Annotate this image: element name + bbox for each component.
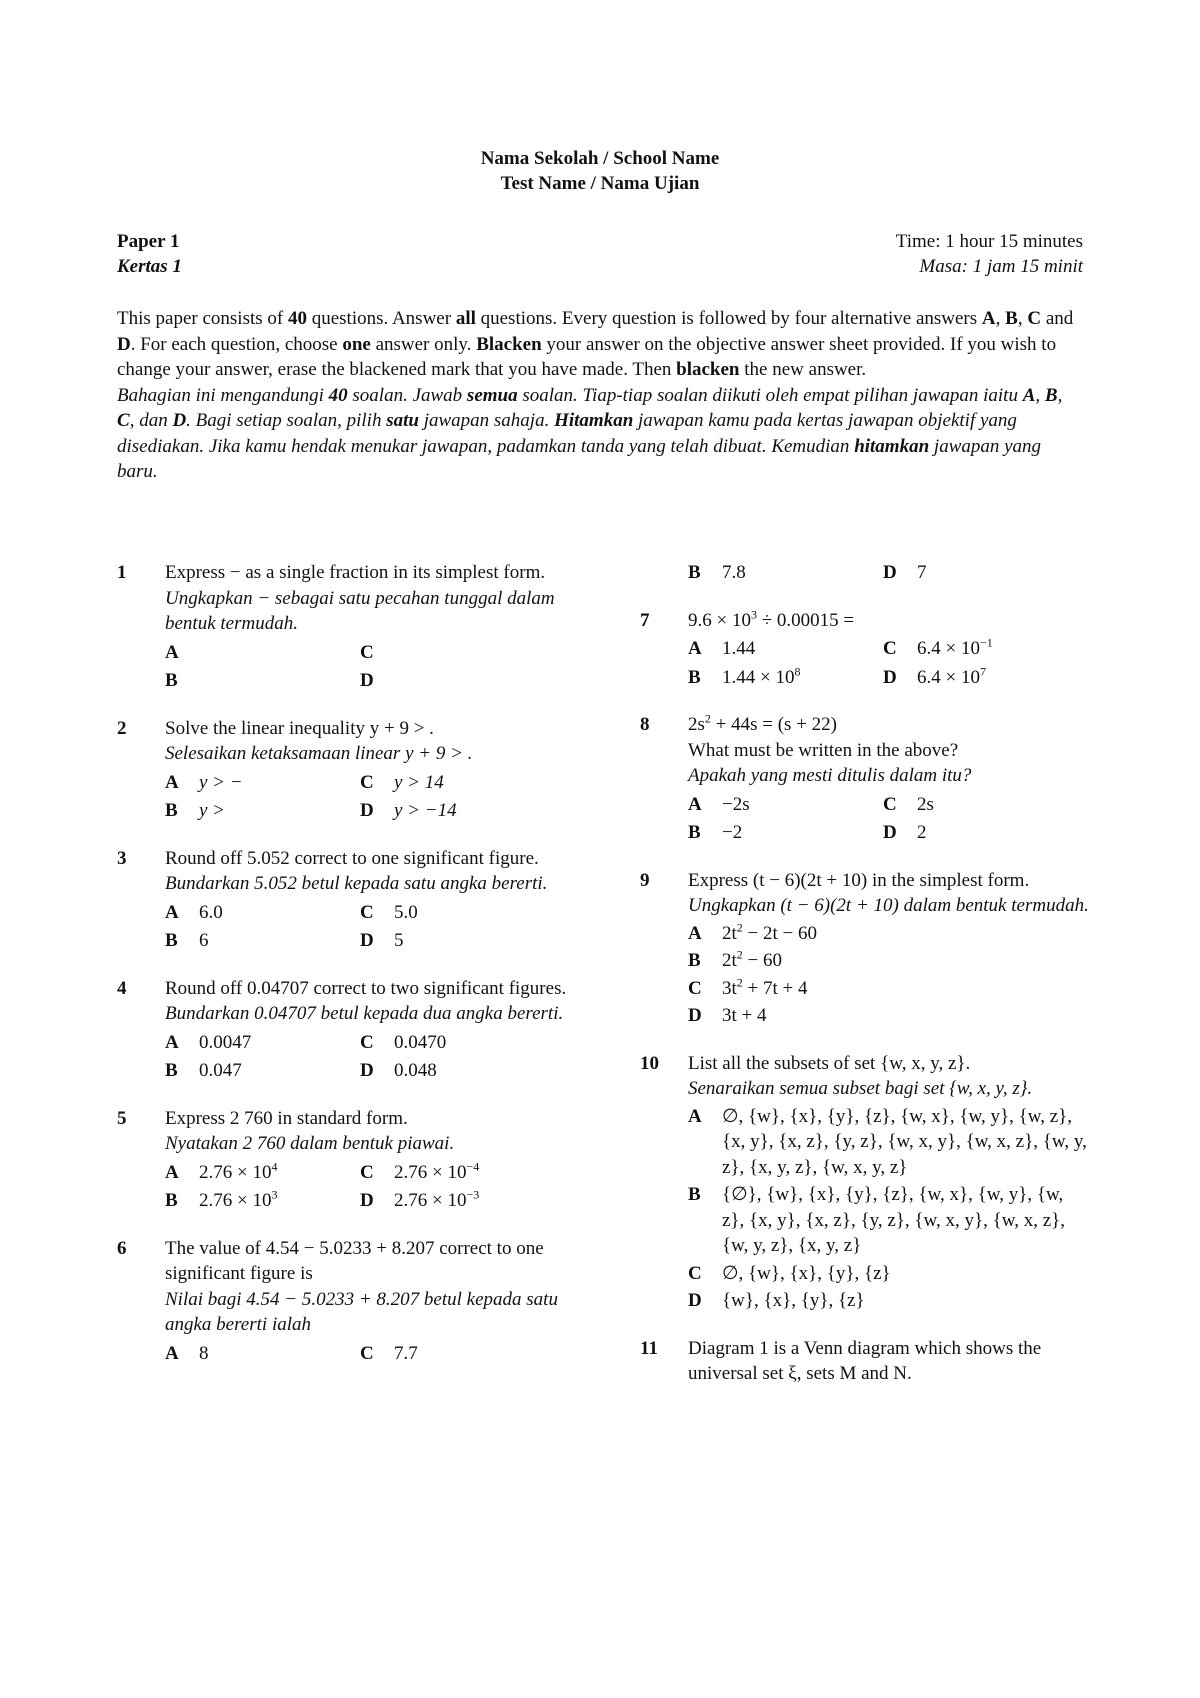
left-column	[117, 560, 587, 1366]
question-2	[117, 716, 587, 824]
option-b[interactable]: B 7.8	[688, 562, 746, 583]
question-text-ms: Nilai bagi 4.54 − 5.0233 + 8.207 betul kepada satu angka bererti ialah	[165, 1288, 558, 1335]
question-text-en: Express 2 760 in standard form.	[165, 1107, 408, 1129]
option-a[interactable]: A 8	[165, 1342, 209, 1364]
question-8	[640, 712, 1090, 846]
question-4	[117, 976, 587, 1084]
question-1	[117, 560, 587, 694]
option-c[interactable]: C $2.76 \times 10^{-4}$	[360, 1159, 480, 1183]
option-c[interactable]: C $3t^2 + 7t + 4$	[688, 975, 808, 999]
question-7	[640, 608, 1090, 691]
options	[165, 900, 587, 954]
option-d[interactable]: D 2	[883, 822, 927, 843]
question-text-ms: Bundarkan 5.052 betul kepada satu angka bererti.	[165, 873, 548, 894]
option-b[interactable]: B $2t^2 - 60$	[688, 947, 782, 971]
question-text-en: Round off 0.04707 correct to two significant figures.	[165, 977, 567, 999]
option-b[interactable]: B {∅}, {w}, {x}, {y}, {z}, {w, x}, {w, y}, {w, z}, {x, y}, {x, z}, {y, z}, {w, x, y}, {w, x, z}, {w, y, z}, {x, y, z}	[688, 1184, 1066, 1256]
question-text-en: Express (t − 6)(2t + 10) in the simplest form.	[688, 869, 1030, 891]
option-a[interactable]: A 0.0047	[165, 1031, 252, 1053]
option-c[interactable]: C 2s	[883, 793, 934, 815]
time-en: Time: 1 hour 15 minutes	[895, 231, 1083, 252]
option-b[interactable]: B 6	[165, 930, 209, 951]
option-b[interactable]: B $1.44 \times 10^8$	[688, 664, 801, 688]
question-text-ms: Apakah yang mesti ditulis dalam itu?	[688, 765, 972, 786]
test-name: Test Name / Nama Ujian	[500, 173, 700, 194]
question-number: 7	[640, 609, 650, 631]
option-a[interactable]: A ∅, {w}, {x}, {y}, {z}, {w, x}, {w, y}, {w, z}, {x, y}, {x, z}, {y, z}, {w, x, y}, {w, x, z}, {w, y, z}, {x, y, z}, {w, x, y, z}	[688, 1105, 1087, 1178]
option-a[interactable]: A 1.44	[688, 638, 756, 659]
question-number: 3	[117, 847, 127, 869]
question-text-en: The value of 4.54 − 5.0233 + 8.207 correct to one significant figure is	[165, 1237, 544, 1284]
question-text-en: Diagram 1 is a Venn diagram which shows the universal set ξ, sets M and N.	[688, 1337, 1042, 1384]
option-d[interactable]: D 5	[360, 930, 404, 951]
option-b[interactable]: B $2.76 \times 10^3$	[165, 1187, 278, 1211]
school-name: Nama Sekolah / School Name	[480, 148, 720, 169]
options	[688, 636, 1090, 690]
question-text-en: What must be written in the above?	[688, 739, 959, 761]
option-c[interactable]: C 0.0470	[360, 1031, 447, 1053]
instructions-ms: Bahagian ini mengandungi 40 soalan. Jawab semua soalan. Tiap-tiap soalan diikuti oleh empat pilihan jawapan iaitu A, B, C, dan D. Bagi setiap soalan, pilih satu jawapan sahaja. Hitamkan jawapan kamu pada kertas jawapan objektif yang disediakan. Jika kamu hendak menukar jawapan, padamkan tanda yang telah dibuat. Kemudian hitamkan jawapan yang baru.	[117, 384, 1063, 482]
instructions	[117, 306, 1083, 485]
time-ms: Masa: 1 jam 15 minit	[919, 256, 1083, 277]
question-number: 10	[640, 1052, 659, 1074]
question-number: 6	[117, 1237, 127, 1259]
question-6	[117, 1236, 587, 1367]
options	[165, 1341, 587, 1367]
option-a[interactable]: A $2.76 \times 10^4$	[165, 1159, 278, 1183]
option-d[interactable]: D {w}, {x}, {y}, {z}	[688, 1290, 865, 1311]
option-a[interactable]: A $2t^2 - 2t - 60$	[688, 920, 817, 944]
option-b[interactable]: B y >	[165, 800, 226, 821]
question-number: 8	[640, 714, 650, 735]
option-c[interactable]: C 7.7	[360, 1342, 418, 1364]
options	[165, 1160, 587, 1214]
question-5	[117, 1106, 587, 1214]
question-9	[640, 868, 1090, 1029]
question-text-en: Round off 5.052 correct to one significant figure.	[165, 847, 539, 869]
instructions-en: This paper consists of 40 questions. Answer all questions. Every question is followed by four alternative answers A, B, C and D. For each question, choose one answer only. Blacken your answer on the objective answer sheet provided. If you wish to change your answer, erase the blackened mark that you have made. Then blacken the new answer.	[117, 308, 1074, 380]
question-stem: $2s^2 + 44s = (s + 22)$	[688, 711, 837, 735]
option-a[interactable]: A y > −	[165, 771, 243, 793]
question-number: 1	[117, 562, 127, 583]
question-text-ms: Ungkapkan − sebagai satu pecahan tunggal dalam bentuk termudah.	[165, 587, 555, 634]
question-10	[640, 1051, 1090, 1314]
question-text-ms: Nyatakan 2 760 dalam bentuk piawai.	[165, 1133, 455, 1154]
options	[688, 560, 1090, 586]
question-number: 9	[640, 869, 650, 891]
question-number: 5	[117, 1107, 127, 1129]
question-text-ms: Bundarkan 0.04707 betul kepada dua angka bererti.	[165, 1003, 564, 1024]
paper-label-ms: Kertas 1	[117, 256, 182, 277]
question-text-ms: Ungkapkan (t − 6)(2t + 10) dalam bentuk termudah.	[688, 895, 1089, 916]
options	[165, 1030, 587, 1084]
right-column	[640, 560, 1090, 1387]
options	[165, 640, 587, 694]
option-d[interactable]: D $2.76 \times 10^{-3}$	[360, 1187, 480, 1211]
question-11	[640, 1336, 1090, 1387]
question-number: 4	[117, 977, 127, 999]
option-c[interactable]: C ∅, {w}, {x}, {y}, {z}	[688, 1262, 891, 1284]
question-6-continued	[640, 560, 1090, 586]
question-number: 2	[117, 717, 127, 739]
option-c[interactable]: C	[360, 641, 374, 663]
question-number: 11	[640, 1337, 658, 1359]
question-stem: $9.6 \times 10^3 \div 0.00015$ =	[688, 607, 855, 631]
option-a[interactable]: A	[165, 641, 179, 663]
options	[688, 792, 1090, 846]
question-text-en: Express − as a single fraction in its simplest form.	[165, 562, 546, 583]
question-text-en: Solve the linear inequality y + 9 > .	[165, 717, 434, 739]
option-d[interactable]: D 0.048	[360, 1060, 437, 1081]
option-c[interactable]: C 5.0	[360, 901, 418, 923]
question-3	[117, 846, 587, 954]
option-d[interactable]: D y > −14	[360, 800, 457, 821]
option-c[interactable]: C y > 14	[360, 771, 444, 793]
option-b[interactable]: B −2	[688, 822, 743, 843]
option-a[interactable]: A −2s	[688, 793, 750, 815]
option-a[interactable]: A 6.0	[165, 901, 223, 923]
options	[165, 770, 587, 824]
option-d[interactable]: D 7	[883, 562, 927, 583]
option-d[interactable]: D $6.4 \times 10^7$	[883, 664, 986, 688]
paper-label-en: Paper 1	[117, 231, 180, 252]
option-c[interactable]: C $6.4 \times 10^{-1}$	[883, 635, 993, 659]
option-d[interactable]: D	[360, 670, 374, 691]
question-text-en: List all the subsets of set {w, x, y, z}.	[688, 1052, 971, 1074]
question-text-ms: Selesaikan ketaksamaan linear y + 9 > .	[165, 743, 473, 764]
option-b[interactable]: B	[165, 670, 178, 691]
question-text-ms: Senaraikan semua subset bagi set {w, x, y, z}.	[688, 1078, 1033, 1099]
option-b[interactable]: B 0.047	[165, 1060, 242, 1081]
option-d[interactable]: D 3t + 4	[688, 1005, 767, 1026]
